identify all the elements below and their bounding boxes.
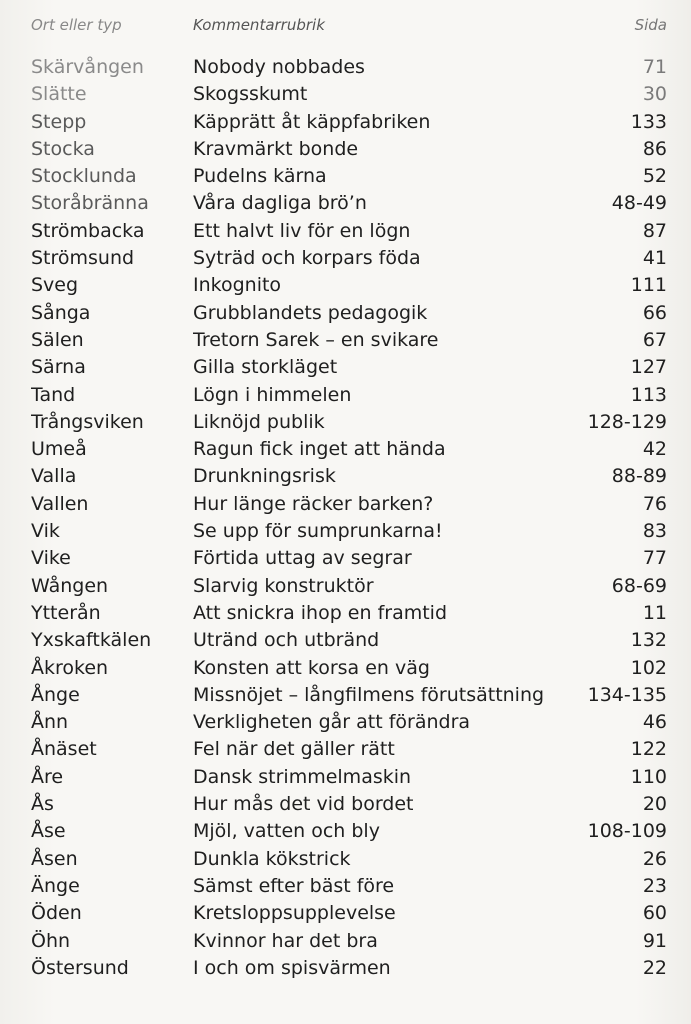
table-row [0,354,691,381]
place-name: Ånäset [31,738,97,761]
page-number: 22 [642,956,667,979]
place-name: Åse [31,820,66,843]
table-header [0,16,691,40]
comment-title: Käpprätt åt käppfabriken [193,110,431,133]
table-row [0,818,691,845]
table-row [0,218,691,245]
comment-title: Dansk strimmelmaskin [193,765,412,788]
page-number: 52 [642,165,667,188]
table-row [0,81,691,108]
page-number: 122 [630,738,667,761]
place-name: Valla [31,465,77,488]
table-row [0,136,691,163]
place-name: Sälen [31,328,84,351]
comment-title: Konsten att korsa en väg [193,656,430,679]
table-row [0,900,691,927]
place-name: Stocklunda [31,165,137,188]
page-number: 41 [642,247,667,270]
page-number: 42 [642,438,667,461]
place-name: Strömsund [31,247,135,270]
table-row [0,436,691,463]
place-name: Särna [31,356,86,379]
place-name: Ånge [31,683,80,706]
page-number: 30 [642,83,667,106]
page-number: 66 [642,301,667,324]
comment-title: Inkognito [193,274,282,297]
header-title: Kommentarrubrik [193,16,325,34]
place-name: Vike [31,547,71,570]
place-name: Åsen [31,847,78,870]
comment-title: Att snickra ihop en framtid [193,601,448,624]
comment-title: Verkligheten går att förändra [193,711,471,734]
page-number: 108-109 [587,820,667,843]
comment-title: Utränd och utbränd [193,629,380,652]
comment-title: Tretorn Sarek – en svikare [193,328,439,351]
table-row [0,109,691,136]
table-row [0,682,691,709]
page-number: 91 [642,929,667,952]
comment-title: Mjöl, vatten och bly [193,820,380,843]
comment-title: I och om spisvärmen [193,956,391,979]
place-name: Storåbränna [31,192,149,215]
comment-title: Se upp för sumprunkarna! [193,520,443,543]
table-row [0,709,691,736]
place-name: Åkroken [31,656,109,679]
comment-title: Pudelns kärna [193,165,327,188]
page-number: 102 [630,656,667,679]
comment-title: Sämst efter bäst före [193,874,395,897]
place-name: Sveg [31,274,79,297]
header-page: Sida [634,16,667,34]
table-row [0,463,691,490]
page-number: 68-69 [611,574,667,597]
place-name: Umeå [31,438,87,461]
place-name: Trångsviken [31,410,144,433]
page-number: 11 [642,601,667,624]
page-number: 88-89 [611,465,667,488]
place-name: Sånga [31,301,91,324]
page-number: 113 [630,383,667,406]
place-name: Stepp [31,110,87,133]
page-number: 127 [630,356,667,379]
page-number: 111 [630,274,667,297]
comment-title: Drunkningsrisk [193,465,336,488]
table-row [0,873,691,900]
comment-title: Slarvig konstruktör [193,574,374,597]
page-number: 110 [630,765,667,788]
table-row [0,627,691,654]
comment-title: Grubblandets pedagogik [193,301,428,324]
comment-title: Missnöjet – långfilmens förutsättning [193,683,545,706]
table-row [0,791,691,818]
comment-title: Ragun fick inget att hända [193,438,446,461]
page-number: 71 [642,56,667,78]
index-table [0,54,691,982]
table-row [0,327,691,354]
table-row [0,518,691,545]
place-name: Vik [31,520,60,543]
comment-title: Gilla storkläget [193,356,338,379]
page-number: 133 [630,110,667,133]
comment-title: Hur mås det vid bordet [193,793,414,816]
place-name: Skärvången [31,56,144,78]
page-number: 134-135 [587,683,667,706]
header-place: Ort eller typ [31,16,122,34]
place-name: Åre [31,765,64,788]
table-row [0,272,691,299]
place-name: Yxskaftkälen [31,629,152,652]
page-number: 23 [642,874,667,897]
place-name: Ytterån [31,601,101,624]
place-name: Änge [31,874,80,897]
comment-title: Nobody nobbades [193,56,365,78]
table-row [0,928,691,955]
table-row [0,955,691,982]
comment-title: Syträd och korpars föda [193,247,421,270]
table-row [0,655,691,682]
table-row [0,545,691,572]
page-number: 77 [642,547,667,570]
table-row [0,409,691,436]
comment-title: Kvinnor har det bra [193,929,378,952]
page-number: 48-49 [611,192,667,215]
page-number: 67 [642,328,667,351]
place-name: Öden [31,902,82,925]
comment-title: Ett halvt liv för en lögn [193,219,411,242]
table-row [0,736,691,763]
comment-title: Liknöjd publik [193,410,325,433]
table-row [0,764,691,791]
comment-title: Fel när det gäller rätt [193,738,395,761]
page-number: 83 [642,520,667,543]
table-row [0,846,691,873]
place-name: Tand [31,383,76,406]
page-number: 60 [642,902,667,925]
place-name: Ås [31,793,54,816]
page-number: 87 [642,219,667,242]
page-number: 26 [642,847,667,870]
comment-title: Skogsskumt [193,83,308,106]
table-row [0,382,691,409]
table-row [0,573,691,600]
place-name: Stocka [31,137,95,160]
comment-title: Hur länge räcker barken? [193,492,434,515]
table-row [0,163,691,190]
page-number: 76 [642,492,667,515]
place-name: Strömbacka [31,219,145,242]
table-row [0,491,691,518]
place-name: Ånn [31,711,69,734]
page-number: 86 [642,137,667,160]
page-number: 128-129 [587,410,667,433]
comment-title: Dunkla kökstrick [193,847,351,870]
comment-title: Lögn i himmelen [193,383,352,406]
page-number: 132 [630,629,667,652]
place-name: Öhn [31,929,71,952]
table-row [0,600,691,627]
comment-title: Våra dagliga brö’n [193,192,367,215]
page-number: 46 [642,711,667,734]
place-name: Slätte [31,83,87,106]
table-row [0,245,691,272]
page-number: 20 [642,793,667,816]
table-row [0,190,691,217]
place-name: Vallen [31,492,89,515]
table-row [0,54,691,81]
comment-title: Förtida uttag av segrar [193,547,412,570]
comment-title: Kretsloppsupplevelse [193,902,396,925]
table-row [0,300,691,327]
place-name: Östersund [31,956,129,979]
place-name: Wången [31,574,109,597]
comment-title: Kravmärkt bonde [193,137,359,160]
